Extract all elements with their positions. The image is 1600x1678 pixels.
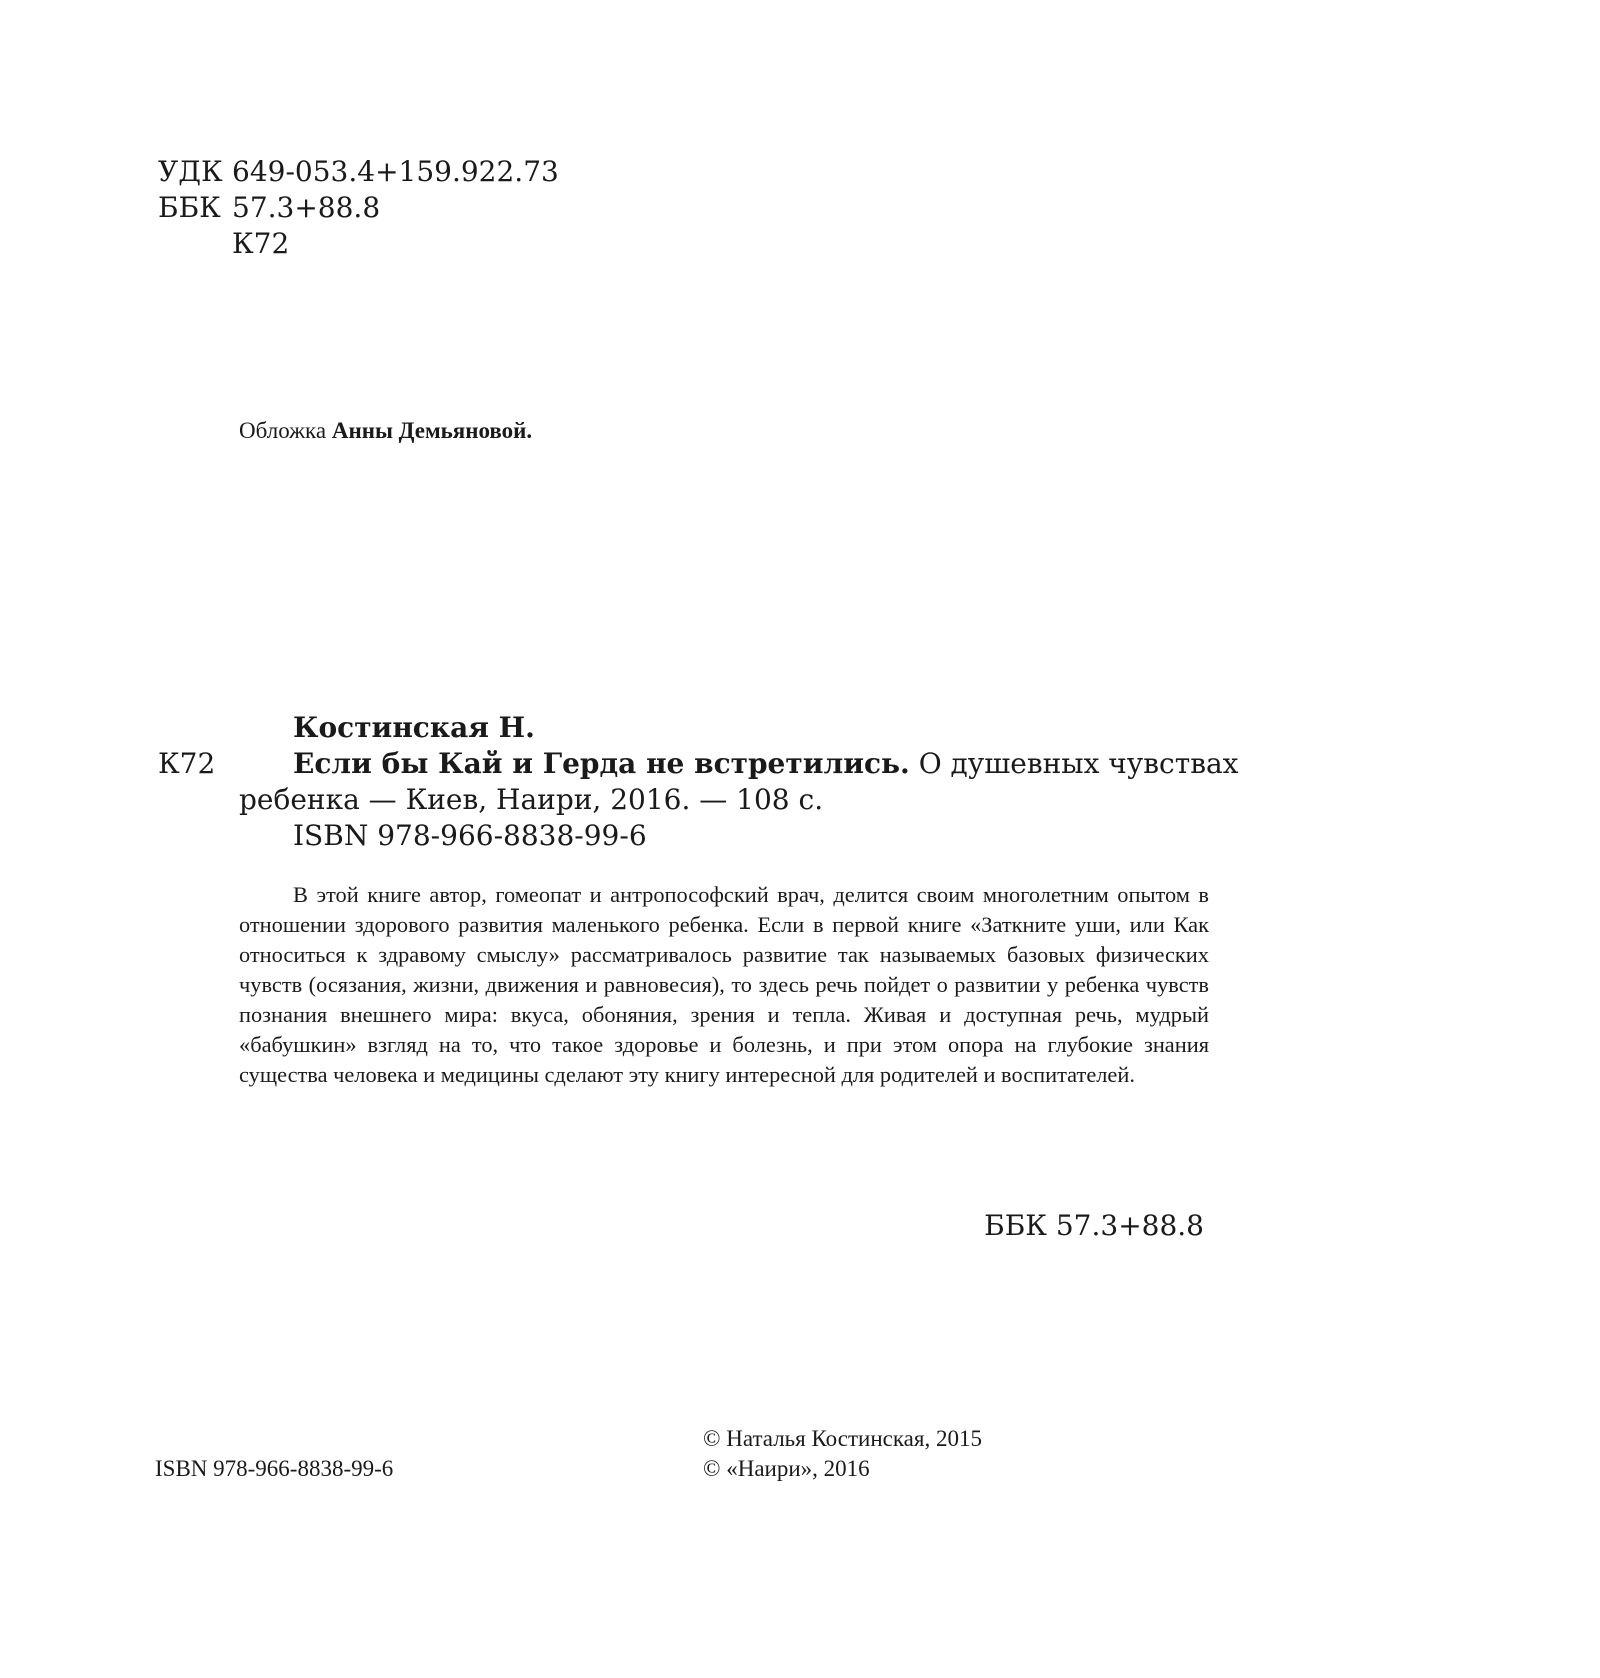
cover-credit bbox=[239, 416, 532, 446]
bbk-value: 57.3+88.8 bbox=[232, 191, 381, 224]
cover-credit-prefix: Обложка bbox=[239, 418, 332, 443]
bbk-label: ББК bbox=[158, 191, 221, 224]
copyright-author: © Наталья Костинская, 2015 bbox=[703, 1426, 982, 1451]
book-title-line bbox=[293, 746, 1238, 782]
book-author: Костинская Н. bbox=[293, 711, 535, 744]
book-publication-info: ребенка — Киев, Наири, 2016. — 108 с. bbox=[239, 783, 824, 816]
bbk-bottom: ББК 57.3+88.8 bbox=[984, 1209, 1204, 1242]
book-isbn: ISBN 978-966-8838-99-6 bbox=[293, 819, 647, 852]
bibliographic-code: К72 bbox=[158, 747, 216, 780]
isbn-bottom: ISBN 978-966-8838-99-6 bbox=[155, 1456, 394, 1481]
cover-artist-name: Анны Демьяновой. bbox=[331, 418, 533, 443]
book-annotation: В этой книге автор, гомеопат и антропософский врач, делится своим многолетним опытом в отношении здорового развития маленького ребенка. Если в первой книге «Заткните уши, или Как относиться к здравому смыслу» рассматривалось развитие так называемых базовых физических чувств (осязания, жизни, движения и равновесия), то здесь речь пойдет о развитии у ребенка чувств познания внешнего мира: вкуса, обоняния, зрения и тепла. Живая и доступная речь, мудрый «бабушкин» взгляд на то, что такое здоровье и болезнь, и при этом опора на глубокие знания существа человека и медицины сделают эту книгу интересной для родителей и воспитателей. bbox=[239, 882, 1209, 1087]
udk-label: УДК bbox=[158, 155, 223, 188]
author-mark-code: К72 bbox=[232, 227, 290, 260]
book-subtitle-part1: О душевных чувствах bbox=[909, 747, 1239, 780]
copyright-publisher: © «Наири», 2016 bbox=[703, 1456, 870, 1481]
book-title: Если бы Кай и Герда не встретились. bbox=[293, 747, 910, 780]
udk-value: 649-053.4+159.922.73 bbox=[232, 155, 559, 188]
